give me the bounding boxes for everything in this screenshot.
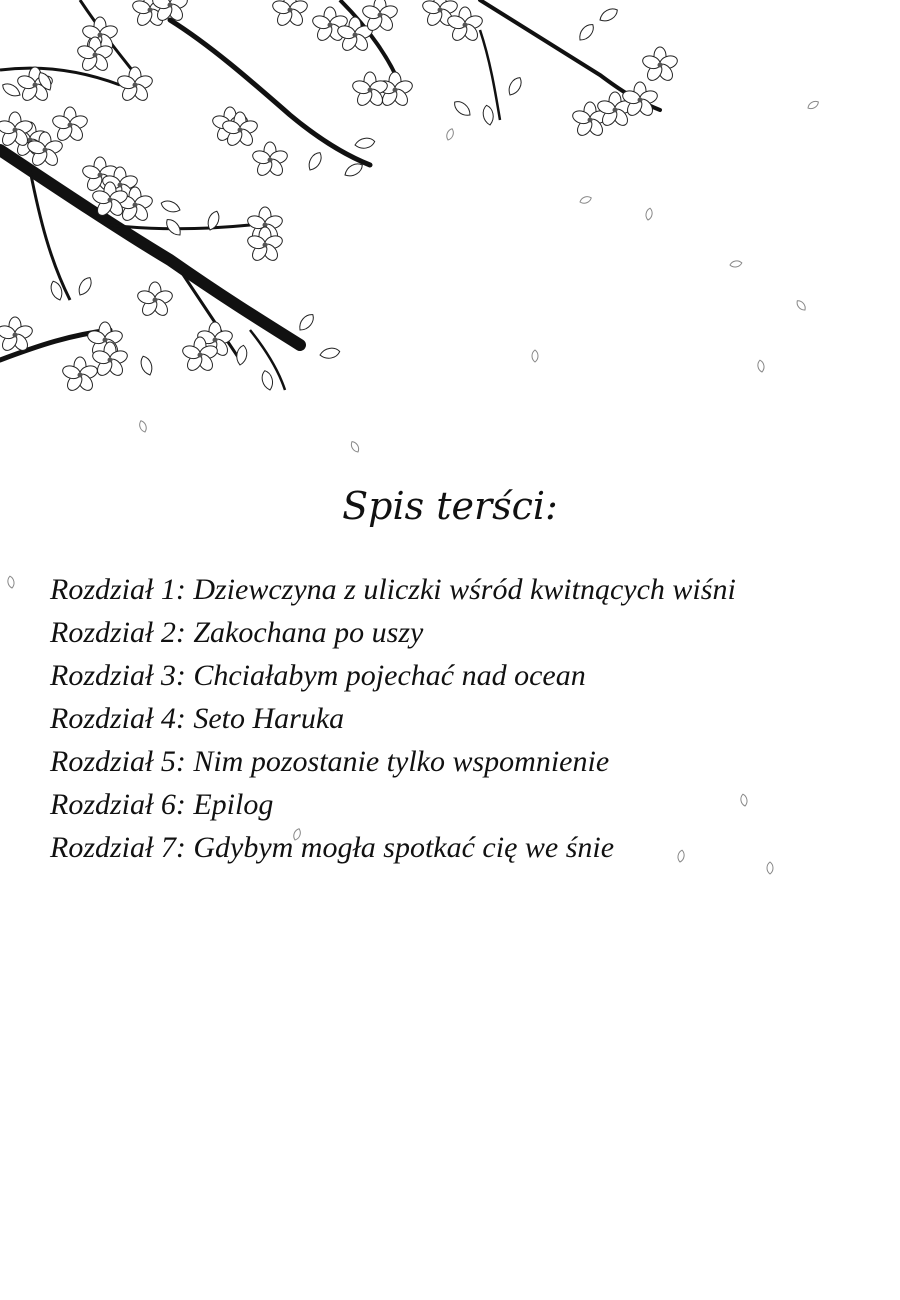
chapter-6-entry: Rozdział 6: Epilog xyxy=(50,788,274,821)
chapter-3-entry: Rozdział 3: Chciałabym pojechać nad ocean xyxy=(50,659,586,692)
chapter-4-entry: Rozdział 4: Seto Haruka xyxy=(50,702,345,735)
table-of-contents xyxy=(50,568,870,869)
chapter-5-entry: Rozdział 5: Nim pozostanie tylko wspomnienie xyxy=(50,745,610,778)
chapter-7-entry: Rozdział 7: Gdybym mogła spotkać cię we śnie xyxy=(50,831,615,864)
chapter-2-entry: Rozdział 2: Zakochana po uszy xyxy=(50,616,424,649)
page-title: Spis terści: xyxy=(342,484,558,528)
chapter-1-entry: Rozdział 1: Dziewczyna z uliczki wśród kwitnących wiśni xyxy=(50,573,736,606)
main-branch xyxy=(0,150,300,390)
